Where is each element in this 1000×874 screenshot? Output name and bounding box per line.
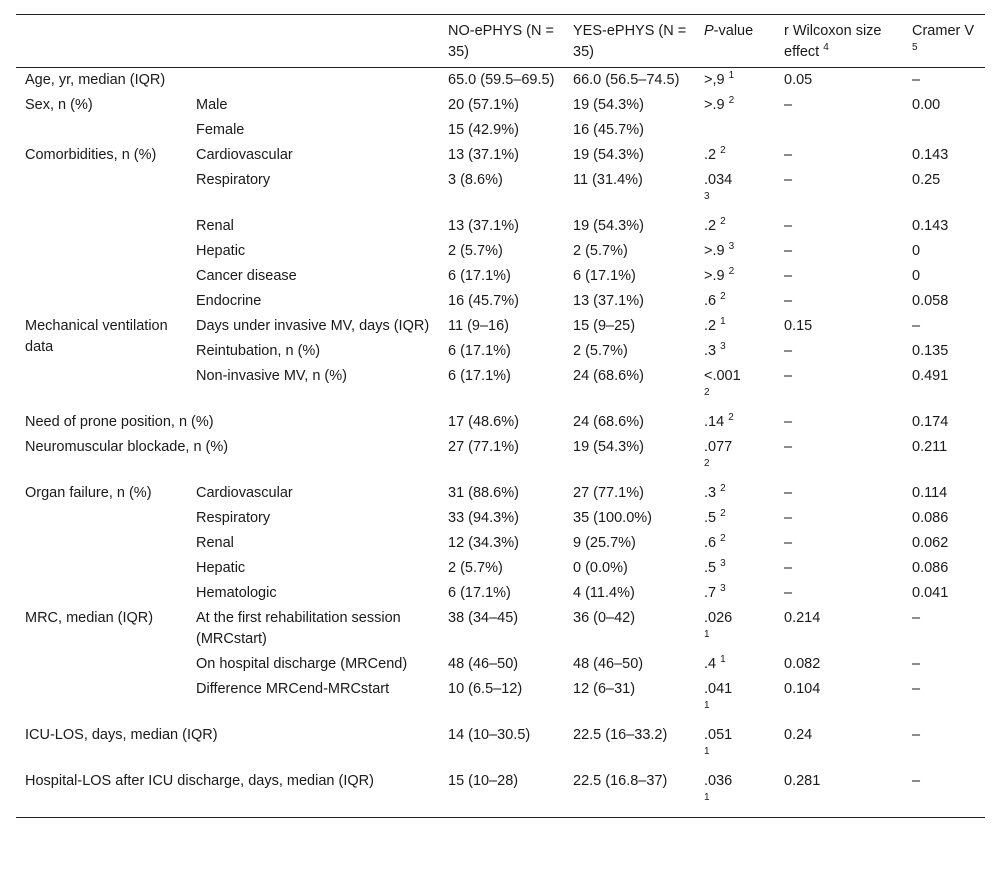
r-value: –	[784, 585, 793, 601]
no-ephys-value: 12 (34.3%)	[448, 535, 519, 551]
no-ephys-value: 10 (6.5–12)	[448, 681, 523, 697]
header-p-value: P-value	[704, 23, 754, 39]
row-label: ICU-LOS, days, median (IQR)	[25, 727, 218, 743]
cramer-value: 0.114	[912, 485, 948, 501]
cramer-value: 0.135	[912, 343, 949, 359]
p-value: .6 $^2$	[704, 533, 726, 551]
r-value: 0.24	[784, 727, 813, 743]
table-row	[16, 143, 985, 168]
r-value: 0.214	[784, 610, 821, 626]
cramer-value: 0.143	[912, 218, 949, 234]
p-value: .2 $^2$	[704, 145, 726, 163]
cramer-value: –	[912, 610, 921, 626]
r-value: 0.15	[784, 318, 813, 334]
no-ephys-value: 2 (5.7%)	[448, 560, 503, 576]
row-sublabel: Difference MRCend-MRCstart	[196, 681, 390, 697]
row-sublabel: Reintubation, n (%)	[196, 343, 321, 359]
yes-ephys-value: 16 (45.7%)	[573, 122, 644, 138]
p-value: .051 $^1$	[704, 727, 733, 758]
row-sublabel: Days under invasive MV, days (IQR)	[196, 318, 430, 334]
yes-ephys-value: 12 (6–31)	[573, 681, 636, 697]
r-value: –	[784, 172, 793, 188]
r-value: –	[784, 414, 793, 430]
header-empty	[187, 15, 439, 68]
p-value: .5 $^2$	[704, 508, 726, 526]
yes-ephys-value: 19 (54.3%)	[573, 439, 644, 455]
row-sublabel: Respiratory	[196, 172, 271, 188]
data-table	[16, 14, 985, 818]
no-ephys-value: 13 (37.1%)	[448, 218, 519, 234]
r-value: –	[784, 293, 793, 309]
no-ephys-value: 15 (42.9%)	[448, 122, 519, 138]
p-value: >.9 $^2$	[704, 266, 735, 284]
row-label: Need of prone position, n (%)	[25, 414, 214, 430]
p-value: .2 $^1$	[704, 316, 726, 334]
yes-ephys-value: 11 (31.4%)	[573, 172, 643, 188]
no-ephys-value: 6 (17.1%)	[448, 368, 511, 384]
r-value: –	[784, 147, 793, 163]
table-row	[16, 68, 985, 94]
p-value: .041 $^1$	[704, 681, 733, 712]
yes-ephys-value: 22.5 (16.8–37)	[573, 773, 668, 789]
row-category: Comorbidities, n (%)	[25, 147, 157, 163]
p-value: .026 $^1$	[704, 610, 733, 641]
yes-ephys-value: 24 (68.6%)	[573, 414, 644, 430]
p-value: .036 $^1$	[704, 773, 733, 804]
yes-ephys-value: 15 (9–25)	[573, 318, 636, 334]
r-value: –	[784, 485, 793, 501]
no-ephys-value: 20 (57.1%)	[448, 97, 519, 113]
cramer-value: 0.058	[912, 293, 949, 309]
yes-ephys-value: 13 (37.1%)	[573, 293, 644, 309]
row-label: Neuromuscular blockade, n (%)	[25, 439, 229, 455]
table-row	[16, 606, 985, 652]
r-value: 0.281	[784, 773, 821, 789]
row-sublabel: Endocrine	[196, 293, 262, 309]
cramer-value: 0.143	[912, 147, 949, 163]
header-yes-ephys: YES-ePHYS (N = 35)	[573, 23, 687, 60]
r-value: –	[784, 268, 793, 284]
cramer-value: 0.174	[912, 414, 949, 430]
row-label: Hospital-LOS after ICU discharge, days, median (IQR)	[25, 773, 374, 789]
yes-ephys-value: 66.0 (56.5–74.5)	[573, 72, 680, 88]
no-ephys-value: 2 (5.7%)	[448, 243, 503, 259]
row-sublabel: Respiratory	[196, 510, 271, 526]
r-value: –	[784, 439, 793, 455]
yes-ephys-value: 19 (54.3%)	[573, 147, 644, 163]
header-r-wilcoxon: r Wilcoxon size effect $^4$	[784, 23, 882, 60]
yes-ephys-value: 2 (5.7%)	[573, 243, 628, 259]
cramer-value: 0.086	[912, 560, 949, 576]
no-ephys-value: 27 (77.1%)	[448, 439, 519, 455]
r-value: 0.104	[784, 681, 821, 697]
no-ephys-value: 6 (17.1%)	[448, 585, 511, 601]
p-value: .14 $^2$	[704, 412, 734, 430]
cramer-value: 0.491	[912, 368, 949, 384]
yes-ephys-value: 2 (5.7%)	[573, 343, 628, 359]
table-row	[16, 435, 985, 481]
yes-ephys-value: 24 (68.6%)	[573, 368, 644, 384]
row-category: MRC, median (IQR)	[25, 610, 154, 626]
row-sublabel: Hepatic	[196, 243, 246, 259]
row-label: Age, yr, median (IQR)	[25, 72, 166, 88]
p-value: .3 $^3$	[704, 341, 726, 359]
cramer-value: 0	[912, 243, 921, 259]
cramer-value: –	[912, 681, 921, 697]
r-value: 0.05	[784, 72, 813, 88]
cramer-value: 0.062	[912, 535, 949, 551]
no-ephys-value: 33 (94.3%)	[448, 510, 519, 526]
p-value: .6 $^2$	[704, 291, 726, 309]
cramer-value: 0	[912, 268, 921, 284]
p-value: .034 $^3$	[704, 172, 733, 203]
yes-ephys-value: 19 (54.3%)	[573, 218, 644, 234]
r-value: –	[784, 510, 793, 526]
cramer-value: 0.041	[912, 585, 949, 601]
yes-ephys-value: 0 (0.0%)	[573, 560, 628, 576]
yes-ephys-value: 19 (54.3%)	[573, 97, 644, 113]
no-ephys-value: 6 (17.1%)	[448, 268, 511, 284]
row-sublabel: Hepatic	[196, 560, 246, 576]
table-row	[16, 723, 985, 769]
p-value: .7 $^3$	[704, 583, 726, 601]
p-value: .077 $^2$	[704, 439, 733, 470]
row-sublabel: Female	[196, 122, 245, 138]
yes-ephys-value: 4 (11.4%)	[573, 585, 635, 601]
row-sublabel: Non-invasive MV, n (%)	[196, 368, 347, 384]
no-ephys-value: 48 (46–50)	[448, 656, 519, 672]
no-ephys-value: 3 (8.6%)	[448, 172, 503, 188]
cramer-value: 0.25	[912, 172, 941, 188]
no-ephys-value: 17 (48.6%)	[448, 414, 519, 430]
r-value: –	[784, 535, 793, 551]
p-value: >,9 $^1$	[704, 70, 735, 88]
cramer-value: –	[912, 72, 921, 88]
header-row	[16, 15, 985, 68]
r-value: –	[784, 343, 793, 359]
row-sublabel: Renal	[196, 218, 234, 234]
table-row	[16, 769, 985, 818]
cramer-value: –	[912, 727, 921, 743]
r-value: –	[784, 97, 793, 113]
table-row	[16, 93, 985, 118]
no-ephys-value: 13 (37.1%)	[448, 147, 519, 163]
p-value: .2 $^2$	[704, 216, 726, 234]
r-value: 0.082	[784, 656, 821, 672]
cramer-value: 0.211	[912, 439, 948, 455]
row-sublabel: Cancer disease	[196, 268, 297, 284]
no-ephys-value: 11 (9–16)	[448, 318, 509, 334]
p-value: >.9 $^2$	[704, 95, 735, 113]
r-value: –	[784, 218, 793, 234]
yes-ephys-value: 36 (0–42)	[573, 610, 636, 626]
cramer-value: –	[912, 318, 921, 334]
no-ephys-value: 16 (45.7%)	[448, 293, 519, 309]
p-value: .5 $^3$	[704, 558, 726, 576]
row-sublabel: At the first rehabilitation session (MRCstart)	[196, 610, 401, 647]
r-value: –	[784, 243, 793, 259]
row-category: Mechanical ventilation data	[25, 318, 168, 355]
no-ephys-value: 38 (34–45)	[448, 610, 519, 626]
cramer-value: 0.00	[912, 97, 941, 113]
p-value: <.001 $^2$	[704, 368, 741, 399]
yes-ephys-value: 48 (46–50)	[573, 656, 644, 672]
row-category: Organ failure, n (%)	[25, 485, 152, 501]
yes-ephys-value: 9 (25.7%)	[573, 535, 636, 551]
no-ephys-value: 14 (10–30.5)	[448, 727, 531, 743]
row-sublabel: Male	[196, 97, 228, 113]
header-empty	[16, 15, 187, 68]
row-sublabel: Cardiovascular	[196, 485, 293, 501]
header-cramer-v: Cramer V $^5$	[912, 23, 975, 54]
yes-ephys-value: 27 (77.1%)	[573, 485, 644, 501]
no-ephys-value: 31 (88.6%)	[448, 485, 519, 501]
no-ephys-value: 15 (10–28)	[448, 773, 519, 789]
no-ephys-value: 6 (17.1%)	[448, 343, 511, 359]
header-no-ephys: NO-ePHYS (N = 35)	[448, 23, 554, 60]
row-sublabel: Renal	[196, 535, 234, 551]
row-category: Sex, n (%)	[25, 97, 93, 113]
p-value: .3 $^2$	[704, 483, 726, 501]
p-value: >.9 $^3$	[704, 241, 735, 259]
row-sublabel: Cardiovascular	[196, 147, 293, 163]
cramer-value: 0.086	[912, 510, 949, 526]
cramer-value: –	[912, 773, 921, 789]
yes-ephys-value: 22.5 (16–33.2)	[573, 727, 668, 743]
table-row	[16, 314, 985, 339]
r-value: –	[784, 368, 793, 384]
row-sublabel: Hematologic	[196, 585, 277, 601]
yes-ephys-value: 35 (100.0%)	[573, 510, 652, 526]
no-ephys-value: 65.0 (59.5–69.5)	[448, 72, 555, 88]
yes-ephys-value: 6 (17.1%)	[573, 268, 636, 284]
r-value: –	[784, 560, 793, 576]
p-value: .4 $^1$	[704, 654, 726, 672]
table-row	[16, 481, 985, 506]
table-row	[16, 410, 985, 435]
cramer-value: –	[912, 656, 921, 672]
row-sublabel: On hospital discharge (MRCend)	[196, 656, 408, 672]
